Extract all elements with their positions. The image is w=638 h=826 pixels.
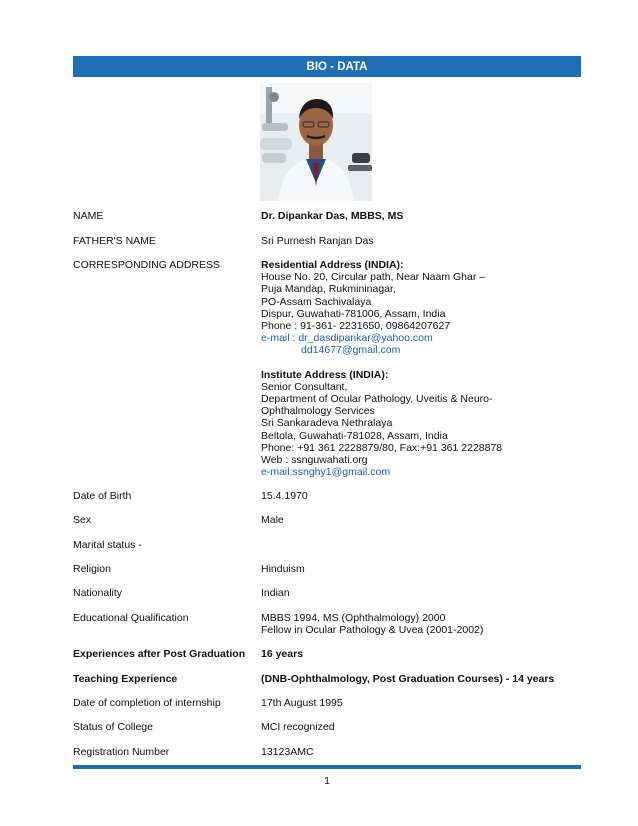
institute-line: Senior Consultant, (261, 380, 348, 393)
education-line: MBBS 1994, MS (Ophthalmology) 2000 (261, 612, 446, 624)
footer-divider (73, 765, 581, 769)
institute-line: Sri Sankaradeva Nethralaya (261, 417, 393, 430)
college-label: Status of College (73, 721, 153, 733)
religion-value: Hinduism (261, 563, 305, 575)
residential-line: House No. 20, Circular path, Near Naam Ghar – (261, 271, 486, 284)
teaching-value: (DNB-Ophthalmology, Post Graduation Courses) - 14 years (261, 673, 555, 685)
institute-line: Web : ssnguwahati.org (261, 454, 368, 467)
registration-label: Registration Number (73, 746, 170, 758)
institute-line: Department of Ocular Pathology, Uveitis & Neuro- (261, 393, 493, 406)
religion-label: Religion (73, 563, 111, 575)
profile-photo (260, 83, 372, 201)
email-link-secondary[interactable]: dd14677@gmail.com (301, 344, 401, 357)
institute-address-title: Institute Address (INDIA): (261, 368, 389, 381)
residential-line: Puja Mandap, Rukmininagar, (261, 283, 396, 296)
institute-line: Ophthalmology Services (261, 405, 375, 418)
page-number: 1 (324, 775, 330, 787)
dob-value: 15.4.1970 (261, 490, 308, 502)
header-title: BIO - DATA (306, 60, 368, 73)
residential-line: Phone : 91-361- 2231650, 09864207627 (261, 320, 451, 333)
residential-line: PO-Assam Sachivalaya (261, 295, 372, 308)
dob-label: Date of Birth (73, 490, 132, 502)
nationality-label: Nationality (73, 587, 123, 599)
college-value: MCI recognized (261, 721, 335, 733)
internship-value: 17th August 1995 (261, 697, 343, 709)
institute-email-link[interactable]: e-mail:ssnghy1@gmail.com (261, 466, 391, 479)
email-link[interactable]: e-mail : dr_dasdipankar@yahoo.com (261, 332, 433, 345)
father-value: Sri Purnesh Ranjan Das (261, 235, 374, 247)
education-value (261, 612, 581, 636)
address-label: CORRESPONDING ADDRESS (73, 259, 221, 271)
nationality-value: Indian (261, 587, 290, 599)
education-line: Fellow in Ocular Pathology & Uvea (2001-2002) (261, 624, 484, 637)
institute-line: Phone: +91 361 2228879/80, Fax:+91 361 2228878 (261, 441, 503, 454)
sex-value: Male (261, 514, 284, 526)
experience-label: Experiences after Post Graduation (73, 648, 246, 660)
residential-address-title: Residential Address (INDIA): (261, 259, 404, 271)
name-value: Dr. Dipankar Das, MBBS, MS (261, 210, 404, 222)
name-label: NAME (73, 210, 104, 222)
address-block (261, 259, 581, 478)
internship-label: Date of completion of internship (73, 697, 221, 709)
bio-data-header (73, 56, 581, 77)
father-label: FATHER'S NAME (73, 235, 156, 247)
sex-label: Sex (73, 514, 92, 526)
registration-value: 13123AMC (261, 746, 314, 758)
experience-value: 16 years (261, 648, 304, 660)
education-label: Educational Qualification (73, 612, 189, 624)
teaching-label: Teaching Experience (73, 673, 178, 685)
institute-line: Beltola, Guwahati-781028, Assam, India (261, 429, 448, 442)
residential-line: Dispur, Guwahati-781006, Assam, India (261, 307, 446, 320)
marital-label: Marital status - (73, 539, 142, 551)
